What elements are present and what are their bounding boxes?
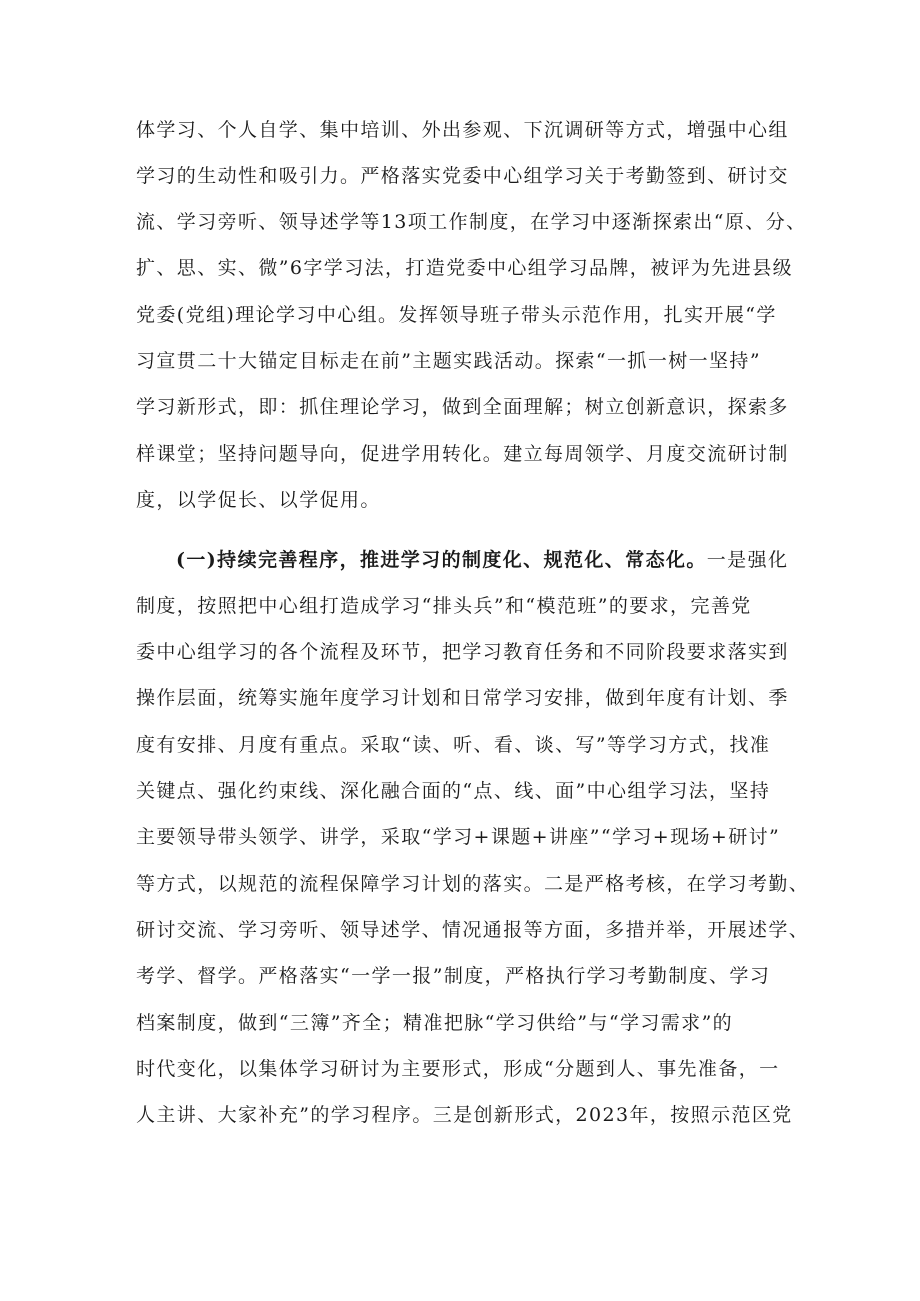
paragraph-2-line: 主要领导带头领学、讲学，采取“学习+课题+讲座”“学习+现场+研讨” xyxy=(136,826,781,848)
paragraph-2-first-line-rest: 一是强化 xyxy=(706,549,789,571)
paragraph-1-line: 党委(党组)理论学习中心组。发挥领导班子带头示范作用，扎实开展“学 xyxy=(136,304,777,326)
paragraph-2-line: 研讨交流、学习旁听、领导述学、情况通报等方面，多措并举，开展述学、 xyxy=(136,919,810,941)
section-heading: (一)持续完善程序，推进学习的制度化、规范化、常态化。 xyxy=(176,549,707,571)
paragraph-2-line: 度有安排、月度有重点。采取“读、听、看、谈、写”等学习方式，找准 xyxy=(136,734,771,756)
paragraph-2-line: 考学、督学。严格落实“一学一报”制度，严格执行学习考勤制度、学习 xyxy=(136,965,771,987)
paragraph-2-line: 等方式，以规范的流程保障学习计划的落实。二是严格考核，在学习考勤、 xyxy=(136,873,810,895)
paragraph-2-line: 制度，按照把中心组打造成学习“排头兵”和“模范班”的要求，完善党 xyxy=(136,595,752,617)
paragraph-1-line: 习宣贯二十大锚定目标走在前”主题实践活动。探索“一抓一树一坚持” xyxy=(136,350,761,372)
paragraph-2-line: 人主讲、大家补充”的学习程序。三是创新形式，2023年，按照示范区党 xyxy=(136,1104,793,1126)
paragraph-2-line: 操作层面，统筹实施年度学习计划和日常学习安排，做到年度有计划、季 xyxy=(136,687,789,709)
paragraph-2-line: 关键点、强化约束线、深化融合面的“点、线、面”中心组学习法，坚持 xyxy=(136,780,771,802)
paragraph-1-line: 学习的生动性和吸引力。严格落实党委中心组学习关于考勤签到、研讨交 xyxy=(136,165,789,187)
paragraph-1-line: 扩、思、实、微”6字学习法，打造党委中心组学习品牌，被评为先进县级 xyxy=(136,257,794,279)
paragraph-2-line: 档案制度，做到“三簿”齐全；精准把脉“学习供给”与“学习需求”的 xyxy=(136,1012,734,1034)
paragraph-1-line: 度，以学促长、以学促用。 xyxy=(136,489,381,511)
paragraph-1-line: 样课堂；坚持问题导向，促进学用转化。建立每周领学、月度交流研讨制 xyxy=(136,443,789,465)
paragraph-1-line: 学习新形式，即：抓住理论学习，做到全面理解；树立创新意识，探索多 xyxy=(136,396,789,418)
paragraph-2-first-line xyxy=(176,546,836,574)
paragraph-2-line: 时代变化，以集体学习研讨为主要形式，形成“分题到人、事先准备，一 xyxy=(136,1058,780,1080)
paragraph-2-line: 委中心组学习的各个流程及环节，把学习教育任务和不同阶段要求落实到 xyxy=(136,641,789,663)
paragraph-1-line: 体学习、个人自学、集中培训、外出参观、下沉调研等方式，增强中心组 xyxy=(136,119,789,141)
paragraph-1-line: 流、学习旁听、领导述学等13项工作制度，在学习中逐渐探索出“原、分、 xyxy=(136,211,807,233)
